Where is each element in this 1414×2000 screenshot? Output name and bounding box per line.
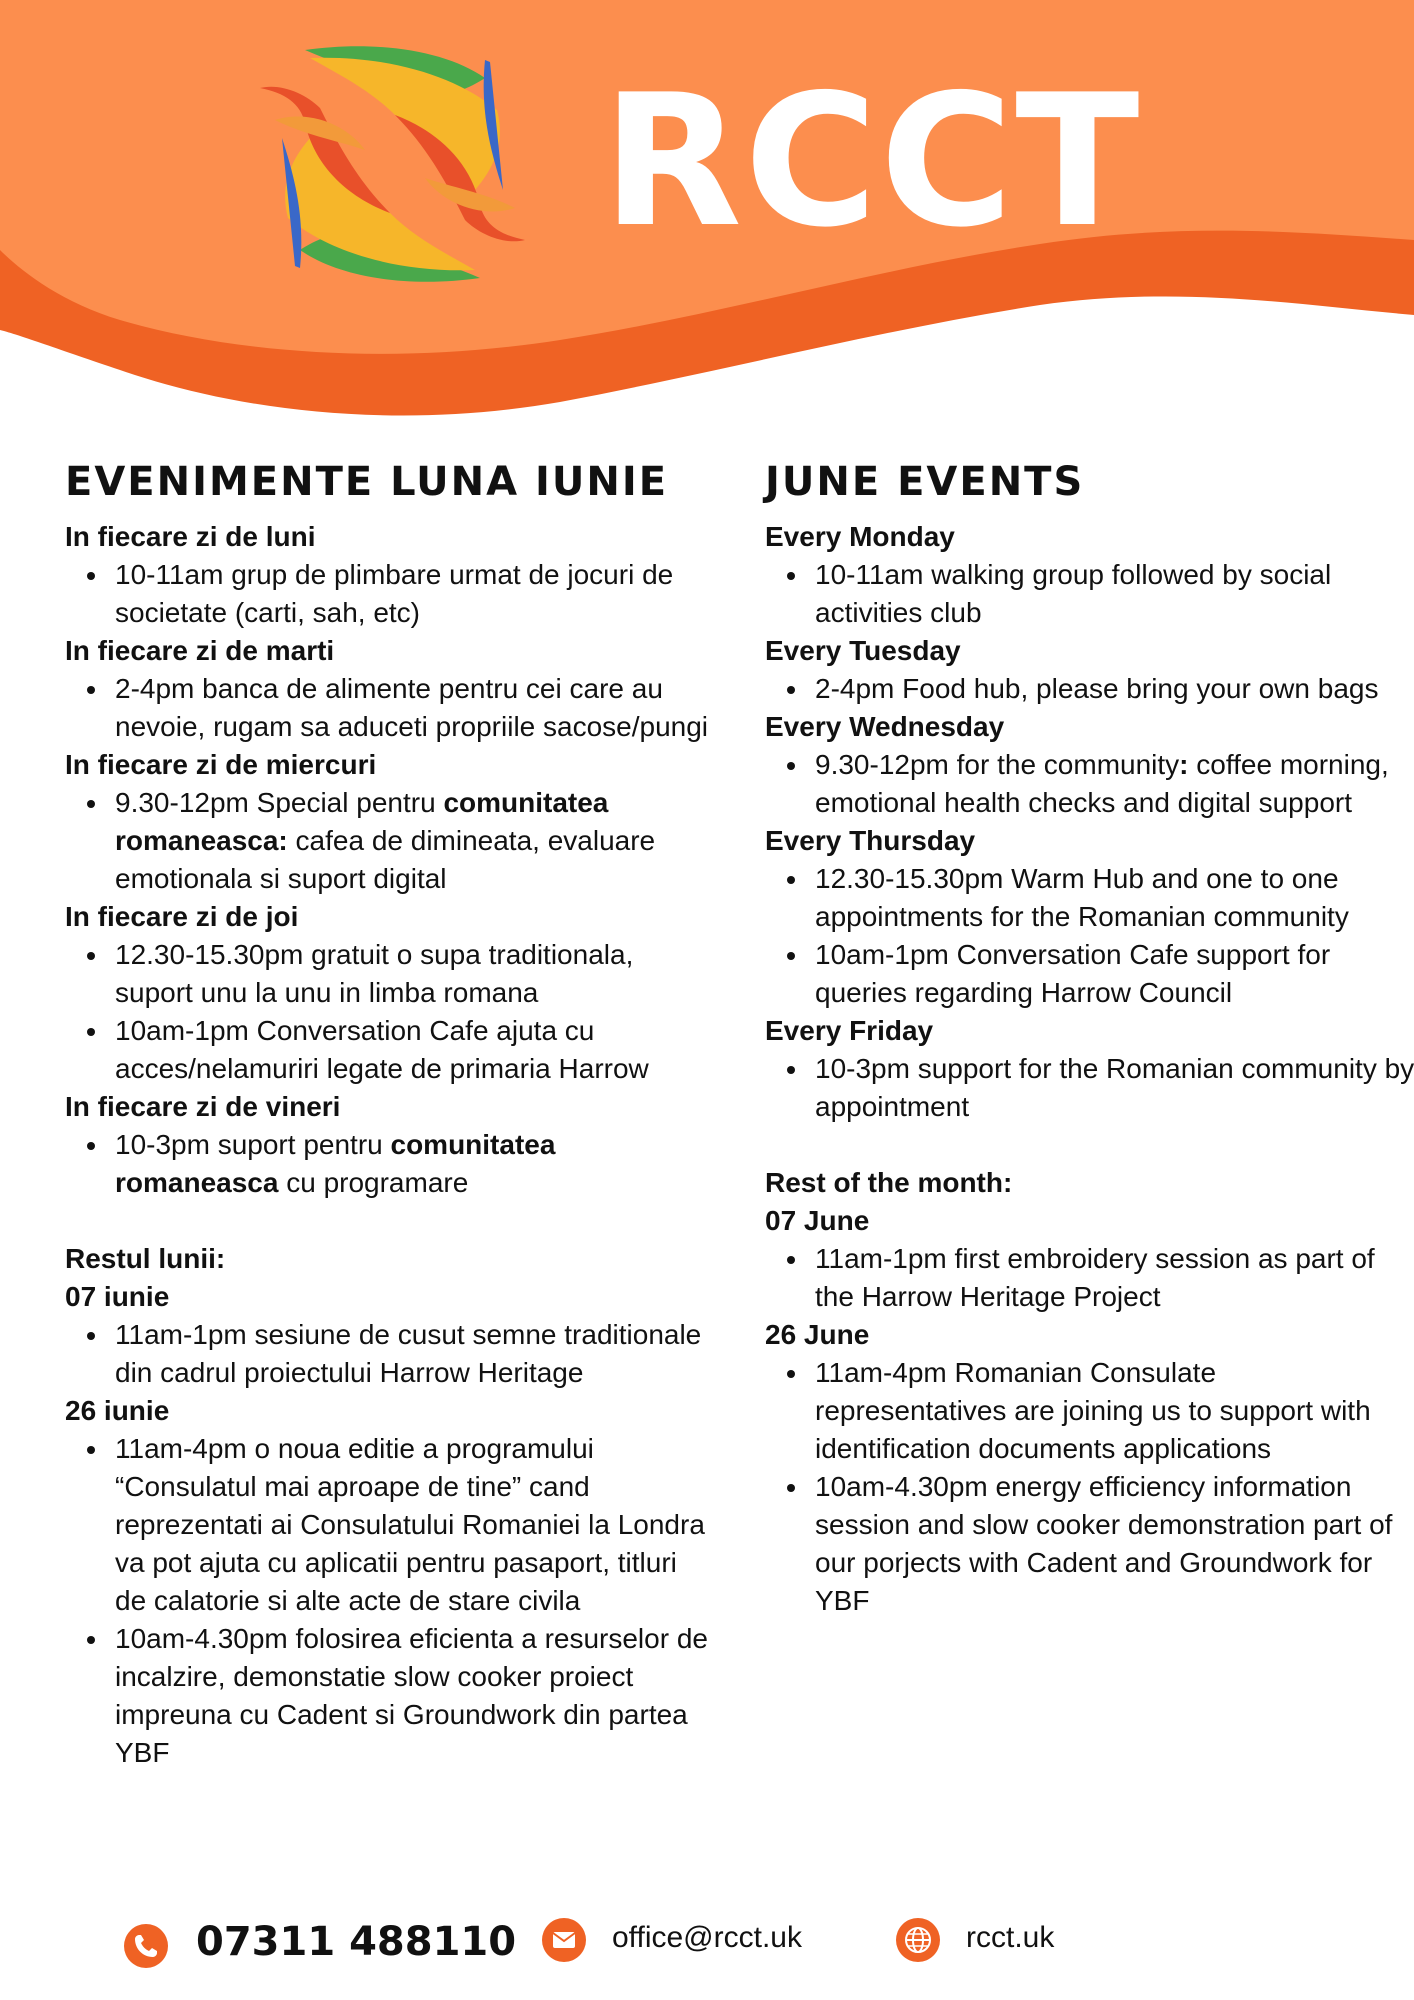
event-item-text: 12.30-15.30pm gratuit o supa traditionala, suport unu la unu in limba romana: [115, 939, 634, 1008]
event-item-text: 12.30-15.30pm Warm Hub and one to one appointments for the Romanian community: [815, 863, 1349, 932]
event-day-title: Every Wednesday: [765, 711, 1005, 742]
event-list: [65, 784, 715, 898]
event-item: [65, 1012, 715, 1088]
event-item: [765, 860, 1414, 936]
event-list: [65, 1430, 715, 1772]
event-item: [765, 670, 1414, 708]
website-link[interactable]: rcct.uk: [966, 1921, 1055, 1954]
event-item: [65, 1126, 715, 1202]
mail-icon: [542, 1918, 586, 1962]
event-item: [65, 1316, 715, 1392]
event-item: [65, 784, 715, 898]
email-link[interactable]: office@rcct.uk: [612, 1921, 802, 1954]
event-item: [765, 936, 1414, 1012]
event-item-text: coffee morning, emotional health checks and digital support: [815, 749, 1389, 818]
event-item-text: 10-11am grup de plimbare urmat de jocuri de societate (carti, sah, etc): [115, 559, 674, 628]
event-item-text: 11am-1pm first embroidery session as part of the Harrow Heritage Project: [815, 1243, 1375, 1312]
right-heading: JUNE EVENTS: [765, 459, 1085, 505]
left-dates-list: [65, 1278, 715, 1772]
event-list: [765, 860, 1414, 1012]
event-item: [65, 1430, 715, 1620]
event-day-title: Every Tuesday: [765, 635, 961, 666]
event-item-text: 11am-1pm sesiune de cusut semne traditionale din cadrul proiectului Harrow Heritage: [115, 1319, 702, 1388]
phone-icon: [124, 1924, 168, 1968]
event-item-text: 2-4pm banca de alimente pentru cei care au nevoie, rugam sa aduceti propriile sacose/pungi: [115, 673, 709, 742]
event-item-text: cu programare: [278, 1167, 469, 1198]
event-day-title: Every Monday: [765, 521, 955, 552]
event-day-title: In fiecare zi de luni: [65, 521, 316, 552]
contact-footer: [0, 1910, 1414, 1970]
phone-number[interactable]: 07311 488110: [196, 1919, 517, 1965]
event-day-title: In fiecare zi de miercuri: [65, 749, 377, 780]
event-item-text: 2-4pm Food hub, please bring your own bags: [815, 673, 1379, 704]
event-item-text: 11am-4pm o noua editie a programului “Consulatul mai aproape de tine” cand reprezentati ai Consulatului Romaniei la Londra va pot ajuta cu aplicatii pentru pasaport, titluri de calatorie si alte acte de stare civila: [115, 1433, 705, 1616]
event-item-emphasis: comunitatea romaneasca:: [115, 787, 609, 856]
event-list: [765, 746, 1414, 822]
event-list: [765, 670, 1414, 708]
swirl-logo-icon: [235, 30, 555, 298]
globe-icon: [896, 1918, 940, 1962]
event-list: [65, 936, 715, 1088]
event-item: [765, 1240, 1414, 1316]
right-dates-list: [765, 1202, 1414, 1620]
left-rest-title: Restul lunii:: [65, 1243, 226, 1274]
event-item-text: 10am-4.30pm folosirea eficienta a resurselor de incalzire, demonstatie slow cooker proiect impreuna cu Cadent si Groundwork din partea YBF: [115, 1623, 708, 1768]
logo-wordmark: RCCT: [602, 55, 1142, 267]
event-item-text: 10-3pm suport pentru: [115, 1129, 391, 1160]
event-day-title: 07 June: [765, 1205, 870, 1236]
event-day-title: 26 iunie: [65, 1395, 170, 1426]
event-item-text: 9.30-12pm Special pentru: [115, 787, 444, 818]
left-weekly-list: [65, 518, 715, 1202]
event-list: [65, 1126, 715, 1202]
right-weekly-list: [765, 518, 1414, 1126]
event-list: [65, 1316, 715, 1392]
english-events-column: [765, 458, 1414, 1620]
event-day-title: In fiecare zi de marti: [65, 635, 335, 666]
event-list: [765, 1240, 1414, 1316]
right-rest-title: Rest of the month:: [765, 1167, 1013, 1198]
event-day-title: Every Friday: [765, 1015, 934, 1046]
event-item-text: 9.30-12pm for the community: [815, 749, 1180, 780]
event-list: [765, 1354, 1414, 1620]
event-list: [65, 670, 715, 746]
event-item-emphasis: comunitatea romaneasca: [115, 1129, 556, 1198]
event-item-emphasis: :: [1179, 749, 1189, 780]
event-item-text: 10-11am walking group followed by social activities club: [815, 559, 1332, 628]
event-item: [765, 746, 1414, 822]
event-item: [65, 556, 715, 632]
romanian-events-column: [65, 458, 715, 1772]
event-item-text: 10am-1pm Conversation Cafe ajuta cu acces/nelamuriri legate de primaria Harrow: [115, 1015, 649, 1084]
event-day-title: Every Thursday: [765, 825, 976, 856]
event-item-text: 10am-1pm Conversation Cafe support for queries regarding Harrow Council: [815, 939, 1331, 1008]
event-item-text: cafea de dimineata, evaluare emotionala si suport digital: [115, 825, 656, 894]
event-item: [765, 556, 1414, 632]
event-day-title: 26 June: [765, 1319, 870, 1350]
event-day-title: 07 iunie: [65, 1281, 170, 1312]
event-list: [65, 556, 715, 632]
event-list: [765, 1050, 1414, 1126]
event-item: [765, 1468, 1414, 1620]
event-item: [65, 1620, 715, 1772]
left-heading: EVENIMENTE LUNA IUNIE: [65, 459, 669, 505]
event-item: [65, 670, 715, 746]
event-item: [65, 936, 715, 1012]
event-item-text: 11am-4pm Romanian Consulate representatives are joining us to support with identification documents applications: [815, 1357, 1371, 1464]
event-list: [765, 556, 1414, 632]
event-day-title: In fiecare zi de vineri: [65, 1091, 341, 1122]
event-item: [765, 1050, 1414, 1126]
event-day-title: In fiecare zi de joi: [65, 901, 299, 932]
event-item: [765, 1354, 1414, 1468]
event-item-text: 10-3pm support for the Romanian community by appointment: [815, 1053, 1414, 1122]
event-item-text: 10am-4.30pm energy efficiency information session and slow cooker demonstration part of our porjects with Cadent and Groundwork for YBF: [815, 1471, 1393, 1616]
